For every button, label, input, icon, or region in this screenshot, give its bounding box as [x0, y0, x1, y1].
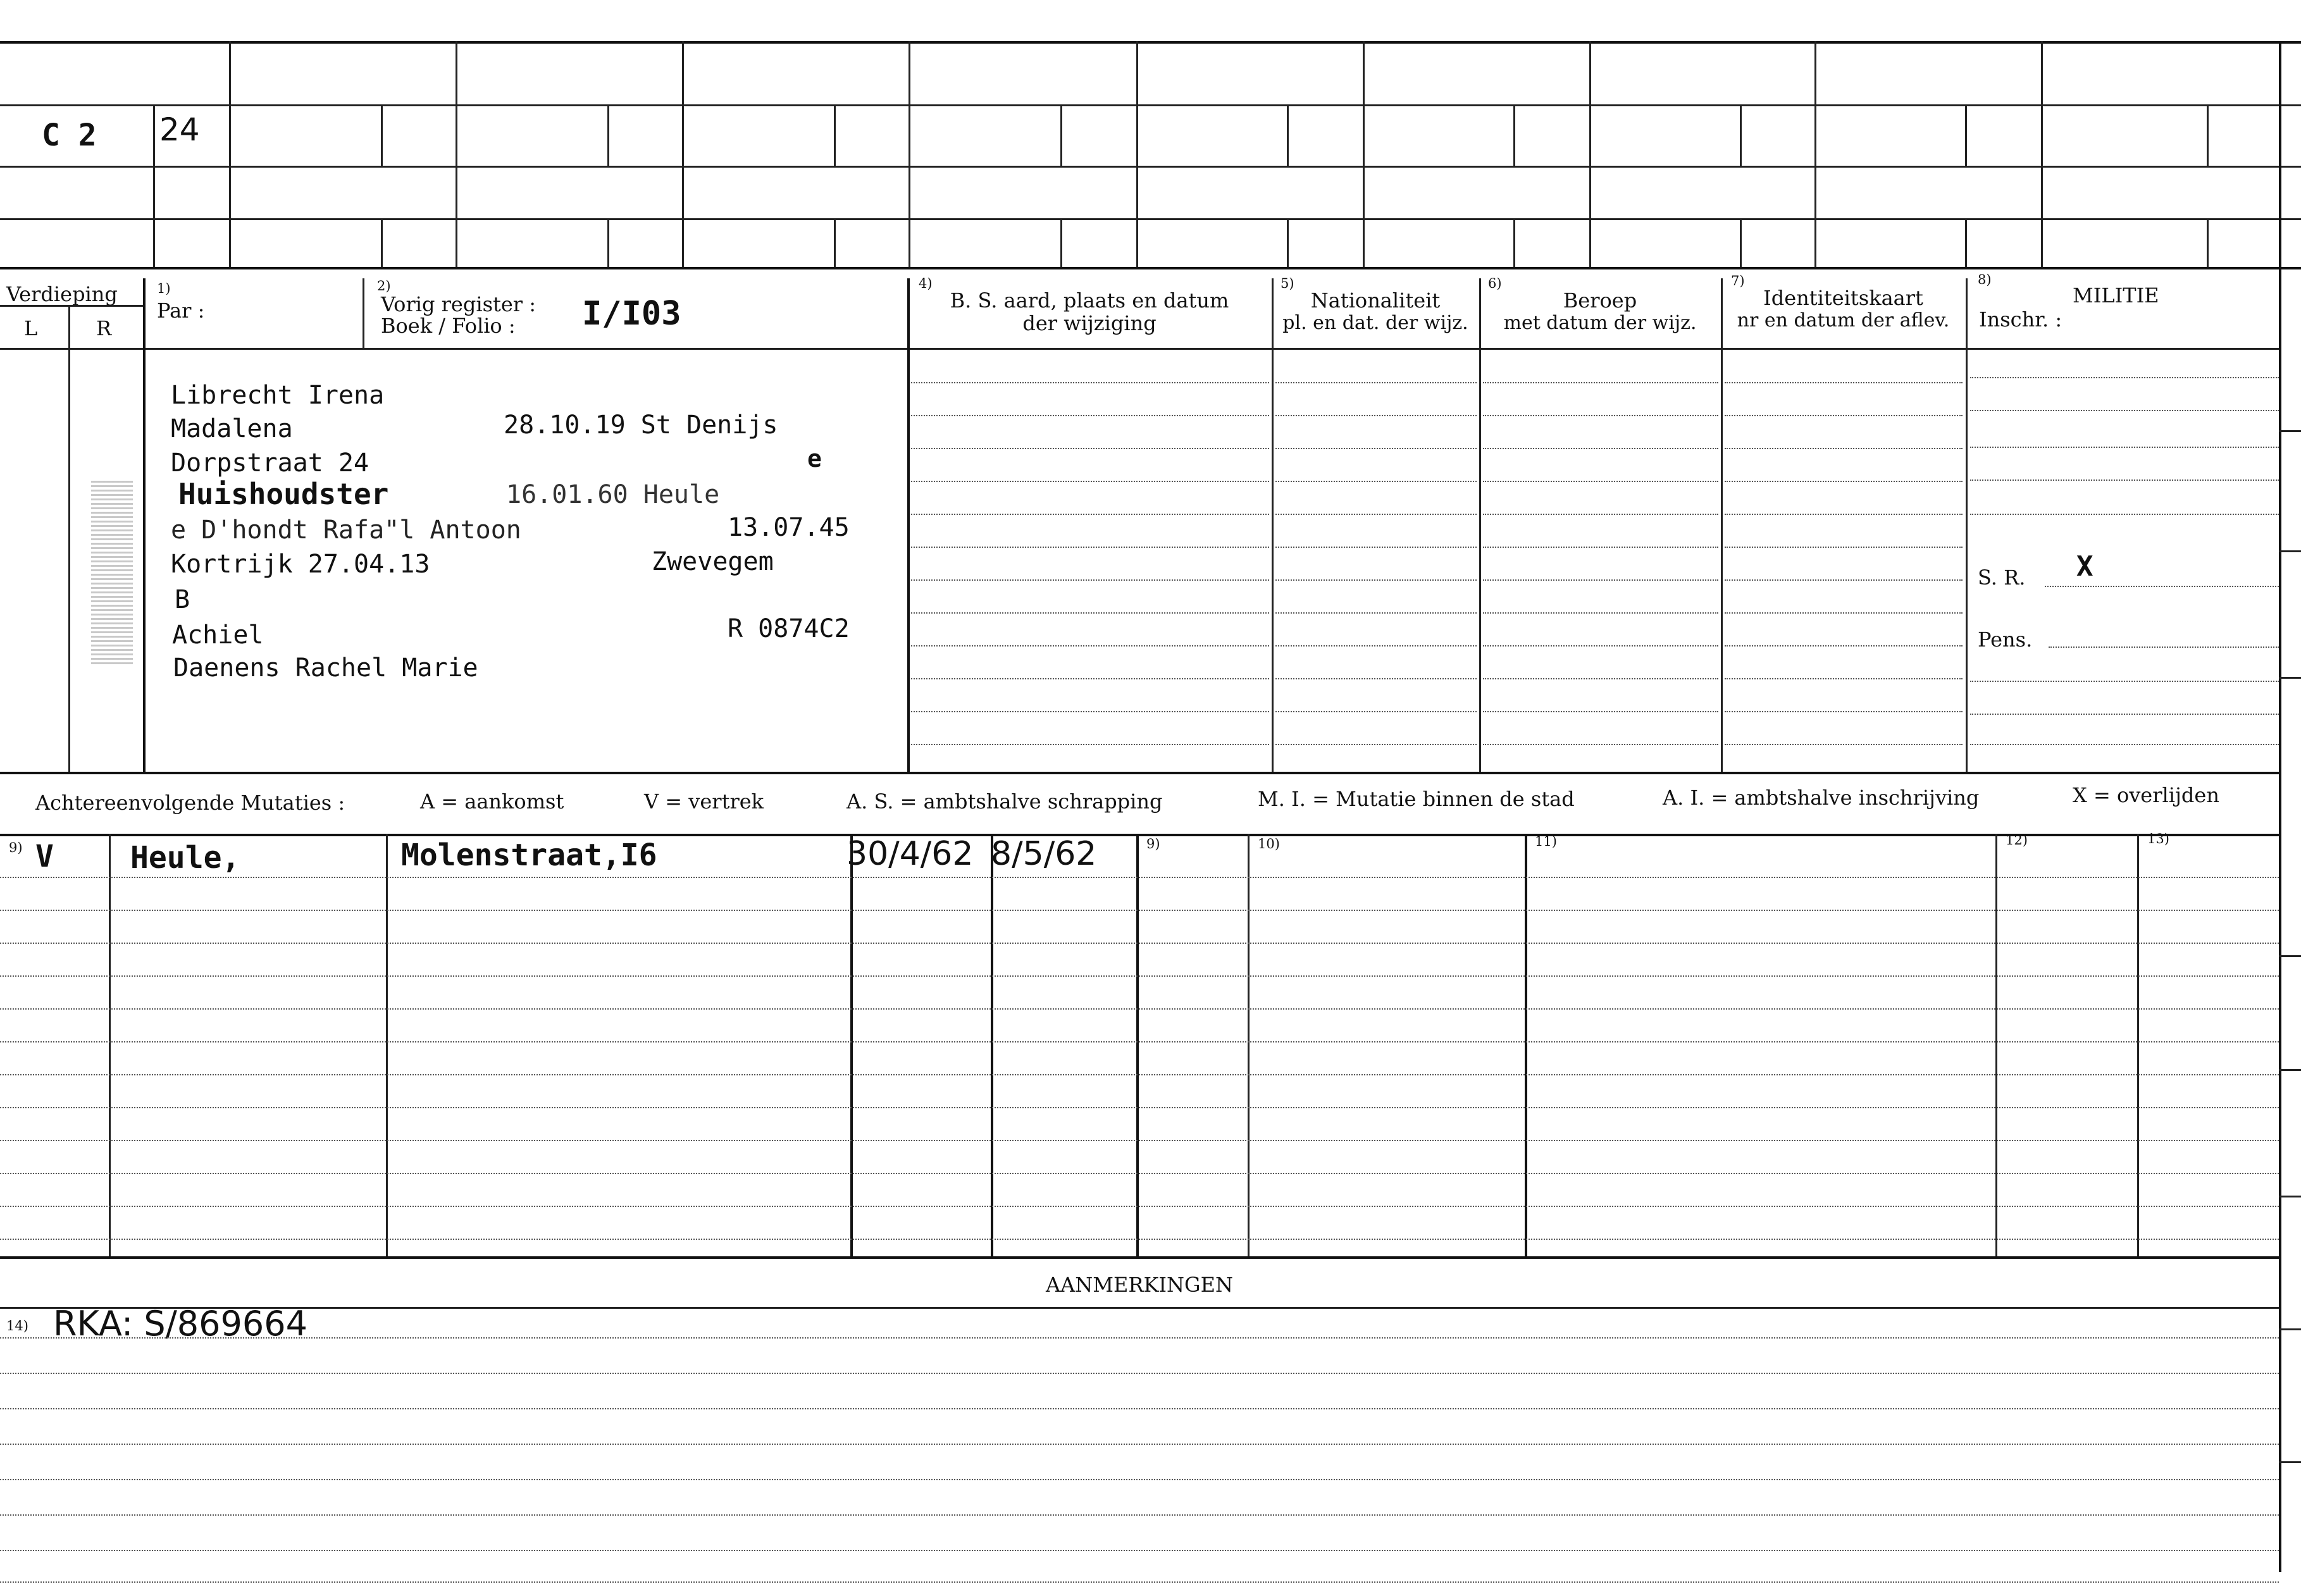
section-line [0, 834, 2279, 836]
grid-line [1740, 104, 1742, 166]
col9-number: 9) [9, 840, 23, 855]
militie-label: MILITIE [2073, 283, 2159, 307]
grid-line [1965, 218, 1967, 267]
section-line [0, 1256, 2279, 1259]
grid-line [607, 218, 609, 267]
card-code: C 2 [42, 118, 97, 153]
dotted-line [1970, 377, 2279, 378]
par-number: 1) [157, 281, 171, 296]
sr-dotted-line [2045, 586, 2279, 587]
dotted-line [0, 1444, 2279, 1445]
remarks-text: RKA: S/869664 [53, 1304, 307, 1344]
dotted-line [1275, 678, 1477, 679]
inschr-label: Inschr. : [1979, 307, 2062, 331]
nat-header-line1: Nationaliteit [1310, 288, 1441, 312]
mutation-date-1: 30/4/62 [847, 835, 974, 873]
dotted-line [1483, 448, 1718, 449]
legend-x: X = overlijden [2073, 783, 2219, 807]
date-place: 16.01.60 Heule [506, 480, 720, 509]
dotted-line [911, 711, 1269, 712]
dotted-line [0, 1581, 2279, 1583]
bs-header-line2: der wijziging [1022, 311, 1157, 335]
dotted-line [1725, 711, 1963, 712]
dotted-line [1483, 547, 1718, 548]
edge-tick [2279, 1069, 2301, 1071]
legend-ai: A. I. = ambtshalve inschrijving [1663, 786, 1980, 810]
grid-line [0, 348, 144, 350]
dotted-line [1725, 579, 1963, 581]
section-line [0, 772, 2279, 774]
grid-line [381, 218, 383, 267]
grid-line [1363, 41, 1365, 267]
dotted-line [911, 415, 1269, 416]
vorig-register-label: Vorig register : [381, 292, 536, 316]
grid-line [907, 278, 910, 772]
col11-number: 11) [1535, 834, 1557, 849]
nat-header-line2: pl. en dat. der wijz. [1282, 312, 1468, 334]
grid-line [2041, 41, 2043, 267]
dotted-line [1970, 714, 2279, 715]
id-header-line1: Identiteitskaart [1763, 286, 1923, 310]
grid-line [363, 278, 364, 348]
dotted-line [1970, 447, 2279, 448]
dotted-line [1483, 382, 1718, 383]
grid-line [1721, 278, 1723, 772]
grid-line [834, 104, 836, 166]
dotted-line [1275, 481, 1477, 482]
dotted-line [1483, 514, 1718, 515]
grid-line [381, 104, 383, 166]
col12-number: 12) [2006, 832, 2028, 848]
bs-header-line1: B. S. aard, plaats en datum [950, 288, 1229, 312]
top-border [0, 41, 2301, 44]
col13-number: 13) [2147, 831, 2169, 846]
dotted-line [1483, 645, 1718, 646]
grid-line [1136, 834, 1139, 1256]
grid-line [607, 104, 609, 166]
legend-as: A. S. = ambtshalve schrapping [847, 789, 1163, 813]
pens-dotted-line [2049, 646, 2279, 648]
grid-line [1513, 104, 1515, 166]
legend-v: V = vertrek [644, 789, 764, 813]
dotted-line [1275, 579, 1477, 581]
dotted-line [1483, 744, 1718, 745]
dotted-line [911, 481, 1269, 482]
dotted-line [1275, 382, 1477, 383]
dotted-line [1275, 547, 1477, 548]
dotted-line [1725, 645, 1963, 646]
dotted-line [0, 1239, 2279, 1240]
edge-tick [2279, 955, 2301, 957]
grid-line [1513, 218, 1515, 267]
mother-name: Daenens Rachel Marie [173, 653, 478, 683]
dotted-line [0, 1173, 2279, 1174]
dotted-line [0, 975, 2279, 977]
pens-label: Pens. [1978, 628, 2033, 652]
left-label: L [24, 316, 38, 340]
remarks-title: AANMERKINGEN [1046, 1273, 1233, 1297]
person-name-cont: Madalena [171, 414, 293, 443]
dotted-line [1725, 678, 1963, 679]
grid-line [909, 41, 910, 267]
grid-line [1060, 104, 1062, 166]
col9b-number: 9) [1146, 836, 1160, 851]
dotted-line [1970, 410, 2279, 411]
dotted-line [1725, 744, 1963, 745]
dotted-line [1483, 612, 1718, 614]
dotted-line [1275, 744, 1477, 745]
nat-number: 5) [1281, 276, 1294, 291]
id-number-value: R 0874C2 [728, 614, 850, 643]
dotted-line [911, 448, 1269, 449]
dotted-line [0, 1373, 2279, 1374]
dotted-line [0, 910, 2279, 911]
col10-number: 10) [1258, 836, 1280, 851]
spouse-place: Zwevegem [652, 547, 774, 576]
dotted-line [911, 645, 1269, 646]
dotted-line [0, 1074, 2279, 1075]
remarks-number: 14) [6, 1318, 28, 1333]
dotted-line [1483, 481, 1718, 482]
mark-e: e [807, 445, 822, 473]
grid-line [386, 834, 388, 1256]
grid-line [834, 218, 836, 267]
grid-line [1589, 41, 1591, 267]
beroep-header-line2: met datum der wijz. [1503, 312, 1697, 334]
dotted-line [1725, 382, 1963, 383]
father-name: Achiel [172, 621, 264, 650]
dotted-line [1275, 711, 1477, 712]
grid-line [1995, 834, 1997, 1256]
mutation-date-2: 8/5/62 [991, 835, 1097, 873]
dotted-line [0, 943, 2279, 944]
grid-line [682, 41, 684, 267]
grid-line [68, 305, 70, 773]
dotted-line [1483, 678, 1718, 679]
mutation-type: V [35, 839, 54, 874]
dotted-line [1970, 479, 2279, 481]
dotted-line [0, 1041, 2279, 1042]
par-label: Par : [157, 299, 205, 323]
dotted-line [1275, 415, 1477, 416]
dotted-line [0, 1107, 2279, 1108]
dotted-line [911, 744, 1269, 745]
dotted-line [0, 1206, 2279, 1207]
grid-line [1814, 41, 1816, 267]
grid-line [0, 218, 2301, 220]
register-value: I/I03 [582, 295, 681, 333]
code-b: B [175, 585, 190, 614]
dotted-line [911, 579, 1269, 581]
stamp-mark [91, 481, 133, 664]
vorig-number: 2) [377, 278, 391, 294]
mutation-street: Molenstraat,I6 [401, 838, 657, 873]
edge-tick [2279, 1461, 2301, 1463]
grid-line [1248, 834, 1250, 1256]
dotted-line [0, 1550, 2279, 1551]
beroep-header-line1: Beroep [1563, 288, 1637, 312]
right-label: R [96, 316, 112, 340]
grid-line [2207, 104, 2209, 166]
dotted-line [1725, 448, 1963, 449]
grid-line [1479, 278, 1481, 772]
dotted-line [0, 1337, 2279, 1339]
sr-mark: X [2076, 550, 2093, 583]
dotted-line [1970, 681, 2279, 682]
dotted-line [1725, 514, 1963, 515]
grid-line [0, 1307, 2279, 1309]
dotted-line [0, 1514, 2279, 1516]
grid-line [229, 41, 231, 267]
person-name: Librecht Irena [171, 381, 385, 410]
grid-line [1525, 834, 1527, 1256]
dotted-line [1275, 612, 1477, 614]
grid-line [0, 104, 2301, 106]
spouse-birth: Kortrijk 27.04.13 [171, 550, 430, 579]
grid-line [1136, 41, 1138, 267]
grid-line [991, 834, 993, 1256]
verdieping-label: Verdieping [6, 282, 118, 306]
grid-line [2137, 834, 2139, 1256]
legend-mi: M. I. = Mutatie binnen de stad [1258, 787, 1575, 811]
dotted-line [1483, 711, 1718, 712]
dotted-line [1725, 481, 1963, 482]
edge-tick [2279, 550, 2301, 552]
dotted-line [0, 1140, 2279, 1141]
address: Dorpstraat 24 [171, 448, 369, 478]
mutation-place: Heule, [130, 840, 240, 875]
spouse: e D'hondt Rafa"l Antoon [171, 516, 521, 545]
id-header-line2: nr en datum der aflev. [1737, 309, 1950, 331]
dotted-line [0, 1479, 2279, 1480]
grid-line [2207, 218, 2209, 267]
occupation: Huishoudster [178, 477, 389, 511]
boek-folio-label: Boek / Folio : [381, 314, 516, 338]
birth-info: 28.10.19 St Denijs [504, 411, 778, 440]
dotted-line [1725, 612, 1963, 614]
grid-line [1272, 278, 1274, 772]
dotted-line [1483, 579, 1718, 581]
dotted-line [1970, 744, 2279, 745]
beroep-number: 6) [1488, 276, 1502, 291]
legend-a: A = aankomst [420, 789, 564, 813]
dotted-line [1725, 547, 1963, 548]
grid-line [1060, 218, 1062, 267]
right-border [2279, 41, 2281, 1572]
grid-line [1965, 104, 1967, 166]
grid-line [1966, 278, 1968, 772]
edge-tick [2279, 677, 2301, 679]
mil-number: 8) [1978, 272, 1992, 287]
grid-line [0, 166, 2301, 168]
edge-tick [2279, 1196, 2301, 1197]
dotted-line [911, 382, 1269, 383]
dotted-line [911, 514, 1269, 515]
dotted-line [0, 1408, 2279, 1409]
grid-line [153, 104, 155, 267]
section-line [0, 267, 2301, 269]
dotted-line [1275, 645, 1477, 646]
dotted-line [0, 877, 2279, 878]
legend-title: Achtereenvolgende Mutaties : [35, 791, 345, 815]
edge-tick [2279, 430, 2301, 432]
sr-label: S. R. [1978, 566, 2026, 590]
dotted-line [0, 1008, 2279, 1010]
grid-line [850, 834, 853, 1256]
dotted-line [1275, 448, 1477, 449]
grid-line [1740, 218, 1742, 267]
grid-line [144, 348, 2279, 350]
grid-line [1287, 218, 1289, 267]
dotted-line [911, 678, 1269, 679]
card-number: 24 [159, 111, 200, 148]
edge-tick [2279, 1328, 2301, 1330]
dotted-line [1275, 514, 1477, 515]
dotted-line [1725, 415, 1963, 416]
dotted-line [911, 612, 1269, 614]
spouse-date: 13.07.45 [728, 513, 850, 542]
grid-line [109, 834, 111, 1256]
id-number: 7) [1731, 273, 1745, 288]
bs-number: 4) [919, 276, 933, 291]
grid-line [143, 278, 146, 772]
dotted-line [911, 547, 1269, 548]
grid-line [1287, 104, 1289, 166]
grid-line [456, 41, 457, 267]
dotted-line [1483, 415, 1718, 416]
dotted-line [1970, 514, 2279, 515]
